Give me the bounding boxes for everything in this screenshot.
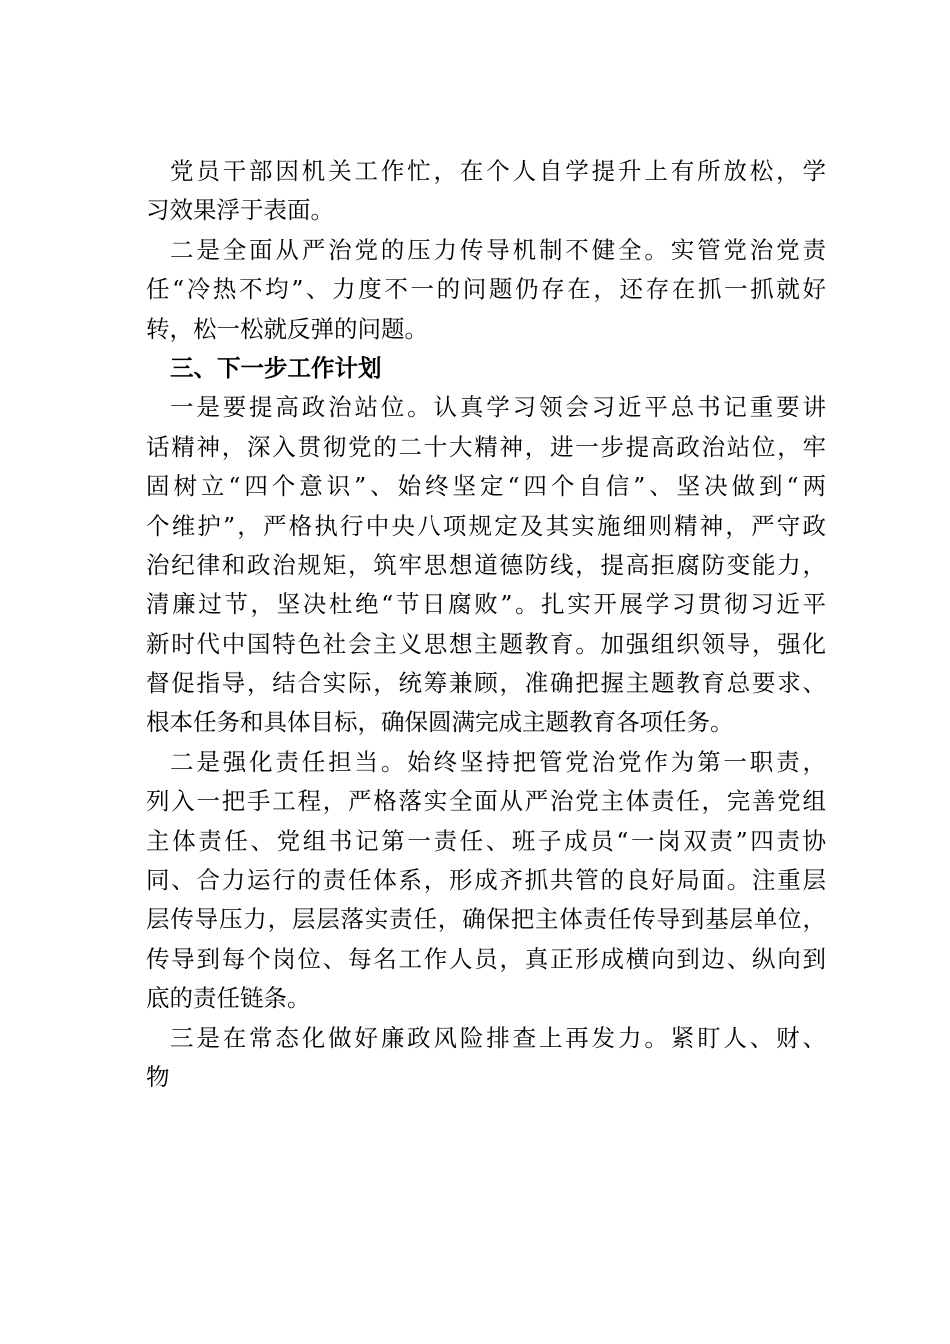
text-line: 层传导压力，层层落实责任，确保把主体责任传导到基层单位， [146, 905, 826, 934]
text-line: 二是强化责任担当。始终坚持把管党治党作为第一职责， [170, 747, 826, 776]
text-line: 固树立“四个意识”、始终坚定“四个自信”、坚决做到“两 [146, 472, 826, 501]
text-line: 主体责任、党组书记第一责任、班子成员“一岗双责”四责协 [146, 826, 826, 855]
text-line: 根本任务和具体目标，确保圆满完成主题教育各项任务。 [146, 708, 734, 737]
text-line: 物 [146, 1062, 170, 1091]
text-line: 话精神，深入贯彻党的二十大精神，进一步提高政治站位，牢 [146, 432, 826, 461]
text-line: 党员干部因机关工作忙，在个人自学提升上有所放松，学 [170, 157, 826, 185]
text-line: 列入一把手工程，严格落实全面从严治党主体责任，完善党组 [146, 787, 826, 816]
text-line: 二是全面从严治党的压力传导机制不健全。实管党治党责 [170, 235, 826, 264]
text-line: 任“冷热不均”、力度不一的问题仍存在，还存在抓一抓就好 [146, 275, 826, 304]
text-line: 三是在常态化做好廉政风险排查上再发力。紧盯人、财、 [170, 1023, 826, 1052]
text-line: 习效果浮于表面。 [146, 196, 334, 225]
text-line: 一是要提高政治站位。认真学习领会习近平总书记重要讲 [170, 393, 826, 422]
text-line: 清廉过节，坚决杜绝“节日腐败”。扎实开展学习贯彻习近平 [146, 590, 826, 619]
text-line: 同、合力运行的责任体系，形成齐抓共管的良好局面。注重层 [146, 866, 826, 895]
text-line: 治纪律和政治规矩，筑牢思想道德防线，提高拒腐防变能力， [146, 550, 826, 579]
body-text [146, 152, 826, 1097]
text-line: 传导到每个岗位、每名工作人员，真正形成横向到边、纵向到 [146, 944, 826, 973]
text-line: 底的责任链条。 [146, 984, 311, 1013]
text-line: 督促指导，结合实际，统筹兼顾，准确把握主题教育总要求、 [146, 669, 826, 698]
text-line: 新时代中国特色社会主义思想主题教育。加强组织领导，强化 [146, 629, 826, 658]
text-line: 转，松一松就反弹的问题。 [146, 314, 428, 343]
text-line: 个维护”，严格执行中央八项规定及其实施细则精神，严守政 [146, 511, 826, 540]
section-heading: 三、下一步工作计划 [170, 353, 382, 382]
